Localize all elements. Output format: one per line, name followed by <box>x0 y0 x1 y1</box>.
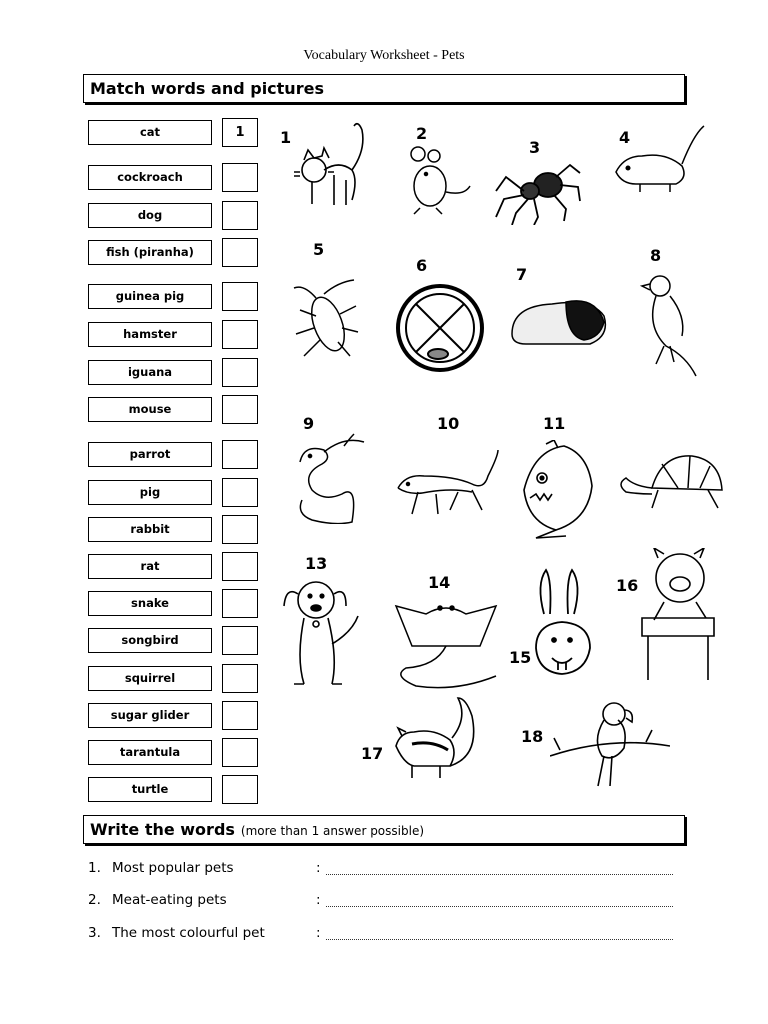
answer-box-parrot[interactable] <box>222 440 258 469</box>
word-box-sugar-glider: sugar glider <box>88 703 212 728</box>
hamster-wheel-picture <box>392 282 488 374</box>
answer-box-hamster[interactable] <box>222 320 258 349</box>
piranha-picture <box>516 440 598 540</box>
picture-number-10: 10 <box>437 414 460 433</box>
word-box-pig: pig <box>88 480 212 505</box>
match-section-header <box>83 74 685 103</box>
word-box-fish: fish (piranha) <box>88 240 212 265</box>
write-section-header <box>83 815 685 844</box>
word-box-songbird: songbird <box>88 628 212 653</box>
word-box-cat: cat <box>88 120 212 145</box>
answer-box-mouse[interactable] <box>222 395 258 424</box>
picture-number-14: 14 <box>428 573 451 592</box>
answer-box-rabbit[interactable] <box>222 515 258 544</box>
word-box-mouse: mouse <box>88 397 212 422</box>
word-box-tarantula: tarantula <box>88 740 212 765</box>
answer-box-guinea-pig[interactable] <box>222 282 258 311</box>
picture-number-3: 3 <box>529 138 541 157</box>
word-box-turtle: turtle <box>88 777 212 802</box>
word-box-iguana: iguana <box>88 360 212 385</box>
question-number: 3. <box>88 925 101 941</box>
answer-box-iguana[interactable] <box>222 358 258 387</box>
guinea-pig-picture <box>508 290 608 350</box>
word-box-guinea-pig: guinea pig <box>88 284 212 309</box>
sugar-glider-picture <box>394 592 498 690</box>
picture-number-13: 13 <box>305 554 328 573</box>
picture-number-18: 18 <box>521 727 544 746</box>
picture-number-2: 2 <box>416 124 428 143</box>
word-box-hamster: hamster <box>88 322 212 347</box>
picture-number-9: 9 <box>303 414 315 433</box>
question-number: 1. <box>88 860 101 876</box>
word-box-rabbit: rabbit <box>88 517 212 542</box>
question-colon: : <box>316 892 321 908</box>
songbird-picture <box>638 272 704 380</box>
mouse-picture <box>404 146 476 216</box>
picture-number-4: 4 <box>619 128 631 147</box>
word-box-dog: dog <box>88 203 212 228</box>
picture-number-5: 5 <box>313 240 325 259</box>
worksheet-title: Vocabulary Worksheet - Pets <box>303 48 465 63</box>
turtle-picture <box>618 448 726 516</box>
answer-box-fish[interactable] <box>222 238 258 267</box>
snake-picture <box>290 432 370 524</box>
tarantula-picture <box>494 155 582 225</box>
answer-box-snake[interactable] <box>222 589 258 618</box>
cat-picture <box>294 120 374 210</box>
question-text: Most popular pets <box>112 860 234 876</box>
dog-picture <box>282 574 366 690</box>
squirrel-picture <box>388 696 484 786</box>
picture-number-1: 1 <box>280 128 292 147</box>
answer-line-3[interactable] <box>326 935 673 940</box>
parrot-picture <box>550 700 670 792</box>
iguana-picture <box>396 448 500 520</box>
answer-box-sugar-glider[interactable] <box>222 701 258 730</box>
question-colon: : <box>316 860 321 876</box>
word-box-squirrel: squirrel <box>88 666 212 691</box>
picture-number-15: 15 <box>509 648 532 667</box>
answer-box-cat[interactable]: 1 <box>222 118 258 147</box>
match-section-title: Match words and pictures <box>90 79 324 98</box>
answer-line-2[interactable] <box>326 902 673 907</box>
answer-box-rat[interactable] <box>222 552 258 581</box>
question-row-3 <box>88 925 673 945</box>
word-box-rat: rat <box>88 554 212 579</box>
picture-number-11: 11 <box>543 414 566 433</box>
rat-picture <box>610 124 706 204</box>
rabbit-picture <box>530 568 596 680</box>
answer-box-squirrel[interactable] <box>222 664 258 693</box>
answer-box-dog[interactable] <box>222 201 258 230</box>
word-box-cockroach: cockroach <box>88 165 212 190</box>
word-box-snake: snake <box>88 591 212 616</box>
question-colon: : <box>316 925 321 941</box>
answer-box-pig[interactable] <box>222 478 258 507</box>
question-row-1 <box>88 860 673 880</box>
question-text: The most colourful pet <box>112 925 265 941</box>
question-number: 2. <box>88 892 101 908</box>
picture-number-8: 8 <box>650 246 662 265</box>
write-section-title: Write the words (more than 1 answer possible) <box>90 820 425 839</box>
picture-number-6: 6 <box>416 256 428 275</box>
cockroach-picture <box>290 276 360 362</box>
answer-line-1[interactable] <box>326 870 673 875</box>
picture-number-7: 7 <box>516 265 528 284</box>
question-text: Meat-eating pets <box>112 892 227 908</box>
picture-number-17: 17 <box>361 744 384 763</box>
picture-number-16: 16 <box>616 576 639 595</box>
question-row-2 <box>88 892 673 912</box>
answer-box-turtle[interactable] <box>222 775 258 804</box>
pig-picture <box>634 548 726 682</box>
word-box-parrot: parrot <box>88 442 212 467</box>
answer-box-songbird[interactable] <box>222 626 258 655</box>
write-section-note: (more than 1 answer possible) <box>240 824 425 838</box>
answer-box-tarantula[interactable] <box>222 738 258 767</box>
answer-box-cockroach[interactable] <box>222 163 258 192</box>
